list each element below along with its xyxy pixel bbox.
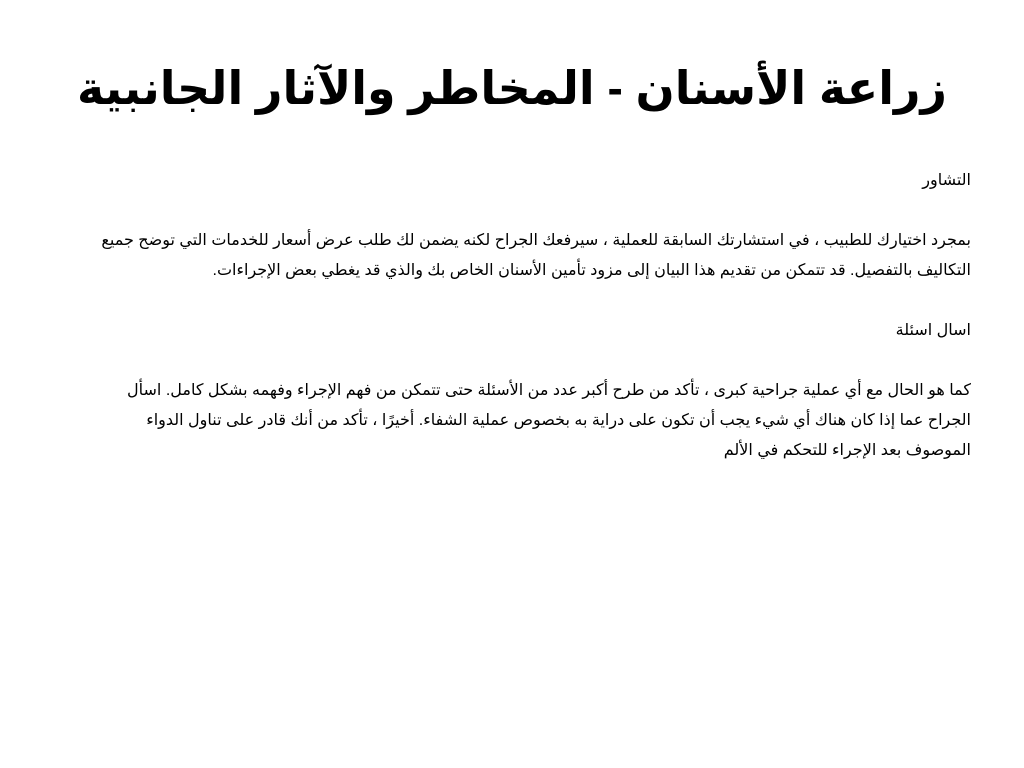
section-heading-questions: اسال اسئلة (895, 322, 971, 339)
paragraph-spacer (91, 286, 971, 316)
slide-body (91, 166, 971, 466)
slide-title: زراعة الأسنان - المخاطر والآثار الجانبية (77, 62, 947, 114)
paragraph-spacer (91, 196, 971, 226)
section-paragraph-questions: كما هو الحال مع أي عملية جراحية كبرى ، تأكد من طرح أكبر عدد من الأسئلة حتى تتمكن من فهم الإجراء وفهمه بشكل كامل. اسأل الجراح عما إذا كان هناك أي شيء يجب أن تكون على دراية به بخصوص عملية الشفاء. أخيرًا ، تأكد من أنك قادر على تناول الدواء الموصوف بعد الإجراء للتحكم في الألم (127, 382, 971, 459)
section-paragraph-consultation: بمجرد اختيارك للطبيب ، في استشارتك السابقة للعملية ، سيرفعك الجراح لكنه يضمن لك طلب عرض أسعار للخدمات التي توضح جميع التكاليف بالتفصيل. قد تتمكن من تقديم هذا البيان إلى مزود تأمين الأسنان الخاص بك والذي قد يغطي بعض الإجراءات. (101, 232, 971, 279)
paragraph-spacer (91, 346, 971, 376)
section-heading-consultation: التشاور (922, 172, 971, 189)
